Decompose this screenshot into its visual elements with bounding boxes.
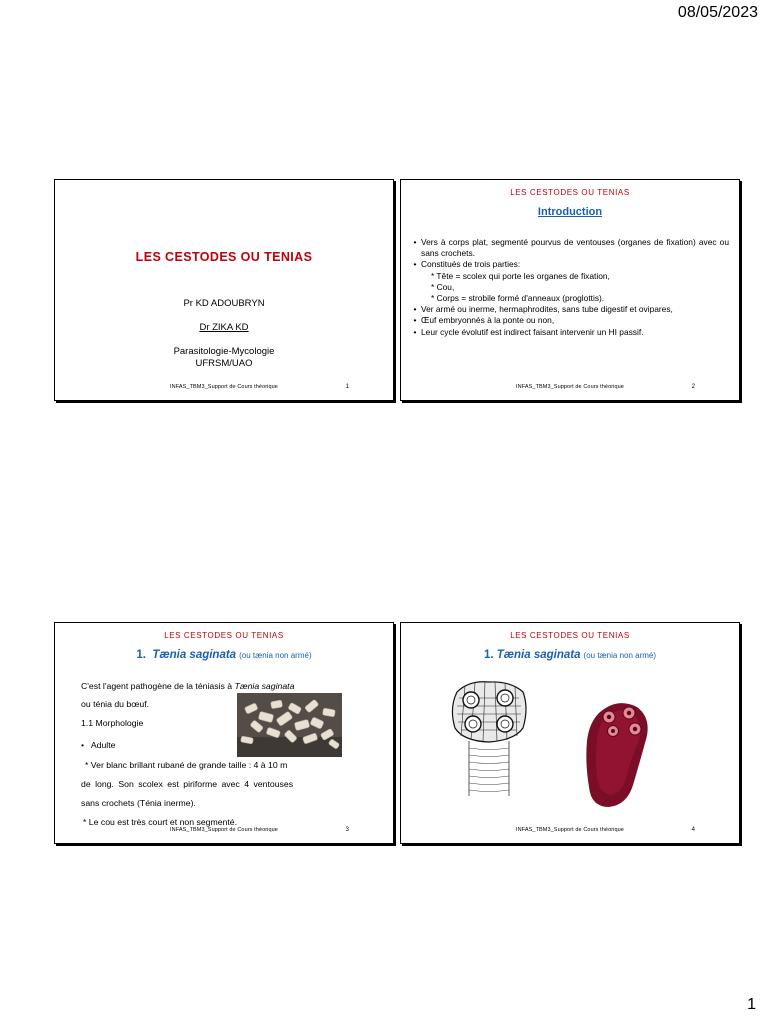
slide-header: LES CESTODES OU TENIAS: [510, 631, 630, 640]
slide-4: [400, 622, 740, 844]
slide-subtitle: Introduction: [537, 206, 603, 218]
list-subitem: * Cou,: [431, 281, 455, 292]
slide-1: [54, 179, 394, 401]
slide-header: LES CESTODES OU TENIAS: [164, 631, 284, 640]
institution-line: UFRSM/UAO: [195, 358, 253, 369]
slide-2: [400, 179, 740, 401]
slide-number: 2: [691, 384, 695, 390]
slide-footer: INFAS_TBM3_Support de Cours théorique: [170, 827, 278, 833]
slide-3: [54, 622, 394, 844]
page-number: 1: [747, 996, 756, 1013]
slide-title: 1. Tænia saginata (ou tænia non armé): [136, 649, 312, 661]
list-item: • Vers à corps plat, segmenté pourvus de ventouses (organes de fixation) avec ou sans crochets.: [413, 237, 729, 259]
slide-title: 1. Tænia saginata (ou tænia non armé): [483, 649, 657, 661]
list-subitem: * Corps = strobile formé d'anneaux (proglottis).: [431, 293, 605, 304]
paragraph: ou ténia du bœuf.: [81, 699, 150, 709]
bullet-list: [409, 237, 729, 338]
slide-title: LES CESTODES OU TENIAS: [135, 250, 313, 264]
slide-header: LES CESTODES OU TENIAS: [510, 188, 630, 197]
paragraph: C'est l'agent pathogène de la téniasis à Tænia saginata: [81, 681, 295, 691]
department-line: Parasitologie-Mycologie: [173, 346, 275, 357]
slide-footer: INFAS_TBM3_Support de Cours théorique: [516, 827, 624, 833]
page-date: 08/05/2023: [677, 4, 758, 21]
author-line: Dr ZIKA KD: [199, 322, 249, 333]
slide-number: 1: [345, 384, 349, 390]
author-line: Pr KD ADOUBRYN: [183, 298, 265, 309]
section-heading: 1.1 Morphologie: [81, 718, 144, 728]
list-item: • Adulte: [81, 740, 116, 750]
tapeworm-segments-image: [237, 693, 342, 757]
slide-number: 3: [345, 827, 349, 833]
tapeworm-photo: [237, 693, 342, 757]
list-item: • Œuf embryonnés à la ponte ou non,: [413, 315, 555, 326]
description-line: * Le cou est très court et non segmenté.: [83, 817, 238, 827]
description-line: de long. Son scolex est piriforme avec 4 ventouses: [81, 779, 294, 789]
slide-footer: INFAS_TBM3_Support de Cours théorique: [170, 384, 278, 390]
scolex-sketch-image: [449, 678, 529, 803]
list-item: • Ver armé ou inerme, hermaphrodites, sans tube digestif et ovipares,: [413, 304, 673, 315]
scolex-stained-image: [569, 695, 659, 810]
list-item: • Leur cycle évolutif est indirect faisant intervenir un HI passif.: [413, 326, 644, 337]
scolex-photo: [569, 695, 659, 810]
description-line: sans crochets (Ténia inerme).: [81, 798, 196, 808]
list-subitem: * Tête = scolex qui porte les organes de fixation,: [431, 270, 610, 281]
scolex-drawing: [449, 678, 529, 803]
list-item: • Constitués de trois parties:: [413, 259, 521, 270]
description-line: * Ver blanc brillant rubané de grande taille : 4 à 10 m: [85, 760, 288, 770]
slide-footer: INFAS_TBM3_Support de Cours théorique: [516, 384, 624, 390]
slide-number: 4: [691, 827, 695, 833]
